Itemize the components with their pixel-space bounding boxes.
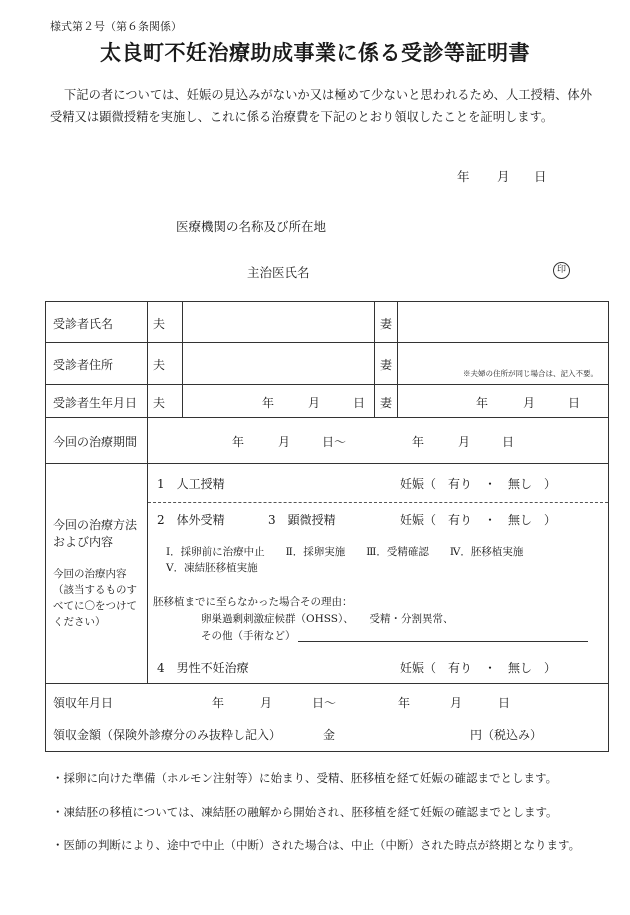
seal-mark: 印: [553, 262, 570, 279]
form-number: 様式第２号（第６条関係）: [50, 20, 182, 33]
dashed-divider: [148, 502, 608, 503]
receipt-start-year: 年: [212, 696, 225, 710]
footnote-1: ・採卵に向けた準備（ホルモン注射等）に始まり、受精、胚移植を経て妊娠の確認までとします。: [52, 771, 558, 785]
period-start-year: 年: [232, 435, 245, 449]
period-end-month: 月: [458, 435, 471, 449]
row-divider: [46, 683, 608, 684]
same-address-note: ※夫婦の住所が同じ場合は、記入不要。: [463, 369, 598, 378]
row-divider: [46, 463, 608, 464]
not-reached-label: 胚移植までに至らなかった場合その理由：: [153, 596, 353, 608]
cert-date-year: 年: [457, 169, 470, 184]
treatment-period-label: 今回の治療期間: [53, 435, 138, 449]
content-note-4: ください）: [53, 616, 106, 628]
receipt-date-label: 領収年月日: [53, 696, 114, 710]
husband-label: 夫: [153, 396, 166, 410]
husband-birth-day: 日: [353, 396, 366, 410]
footnote-3: ・医師の判断により、途中で中止（中断）された場合は、中止（中断）された時点が終期となります。: [52, 838, 581, 852]
pregnancy-option-4: 妊娠（ 有り ・ 無し ）: [400, 661, 557, 675]
wife-birth-month: 月: [523, 396, 536, 410]
period-start-day: 日～: [322, 435, 347, 449]
patient-name-label: 受診者氏名: [53, 317, 114, 331]
pregnancy-option-1: 妊娠（ 有り ・ 無し ）: [400, 477, 557, 491]
amount-prefix: 金: [323, 728, 336, 742]
method-label-2: および内容: [53, 535, 114, 549]
husband-label: 夫: [153, 317, 166, 331]
content-note-1: 今回の治療内容: [53, 568, 127, 580]
cert-date-month: 月: [497, 169, 510, 184]
receipt-start-month: 月: [260, 696, 273, 710]
receipt-amount-label: 領収金額（保険外診療分のみ抜粋し記入）: [53, 728, 282, 742]
col-divider: [374, 302, 375, 417]
wife-birth-year: 年: [476, 396, 489, 410]
intro-paragraph: 下記の者については、妊娠の見込みがないか又は極めて少ないと思われるため、人工授精、体外受精又は顕微授精を実施し、これに係る治療費を下記のとおり領収したことを証明します。: [50, 88, 593, 124]
treatment-steps-1: Ⅰ．採卵前に治療中止 Ⅱ．採卵実施 Ⅲ．受精確認 Ⅳ．胚移植実施: [166, 546, 524, 558]
receipt-end-day: 日: [498, 696, 511, 710]
row-divider: [46, 384, 608, 385]
receipt-start-day: 日～: [312, 696, 337, 710]
col-divider: [147, 302, 148, 683]
content-note-3: べてに〇をつけて: [53, 600, 137, 612]
period-end-year: 年: [412, 435, 425, 449]
option-artificial-insemination: 1 人工授精: [157, 477, 225, 491]
pregnancy-option-2: 妊娠（ 有り ・ 無し ）: [400, 513, 557, 527]
period-end-day: 日: [502, 435, 515, 449]
doctor-name-label: 主治医氏名: [247, 265, 310, 280]
wife-birth-day: 日: [568, 396, 581, 410]
husband-birth-year: 年: [262, 396, 275, 410]
col-divider: [182, 302, 183, 417]
reason-line-1: 卵巣過剰刺激症候群（OHSS）、 受精・分割異常、: [201, 613, 454, 625]
institution-label: 医療機関の名称及び所在地: [176, 219, 327, 234]
method-label-1: 今回の治療方法: [53, 518, 138, 532]
option-icsi: 3 顕微授精: [268, 513, 336, 527]
cert-date-day: 日: [534, 169, 547, 184]
row-divider: [46, 342, 608, 343]
birthdate-label: 受診者生年月日: [53, 396, 138, 410]
amount-suffix: 円（税込み）: [470, 728, 543, 742]
page-title: 太良町不妊治療助成事業に係る受診等証明書: [100, 40, 530, 65]
period-start-month: 月: [278, 435, 291, 449]
certificate-table: [45, 301, 609, 752]
receipt-end-year: 年: [398, 696, 411, 710]
husband-birth-month: 月: [308, 396, 321, 410]
footnote-2: ・凍結胚の移植については、凍結胚の融解から開始され、胚移植を経て妊娠の確認までとします。: [52, 805, 558, 819]
wife-label: 妻: [380, 317, 393, 331]
content-note-2: （該当するものす: [53, 584, 137, 596]
option-male-infertility: 4 男性不妊治療: [157, 661, 249, 675]
option-ivf: 2 体外受精: [157, 513, 225, 527]
patient-address-label: 受診者住所: [53, 358, 114, 372]
wife-label: 妻: [380, 396, 393, 410]
reason-line-2: その他（手術など）: [201, 630, 296, 642]
receipt-end-month: 月: [450, 696, 463, 710]
wife-label: 妻: [380, 358, 393, 372]
reason-blank-line: [298, 641, 588, 642]
treatment-steps-2: Ⅴ．凍結胚移植実施: [166, 562, 258, 574]
husband-label: 夫: [153, 358, 166, 372]
col-divider: [397, 302, 398, 417]
row-divider: [46, 417, 608, 418]
